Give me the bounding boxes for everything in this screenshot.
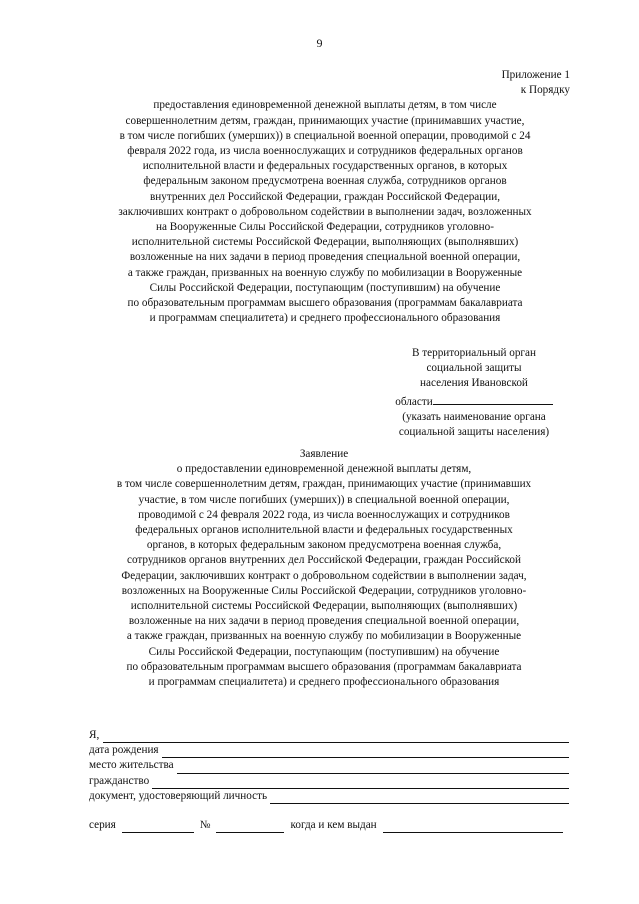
appendix-line: заключивших контракт о добровольном содействии в выполнении задач, возложенных <box>118 205 532 218</box>
statement-line: возложенные на них задачи в период проведения специальной военной операции, <box>128 615 520 628</box>
appendix-line: возложенные на них задачи в период проведения специальной военной операции, <box>129 251 521 264</box>
citizenship-label: гражданство <box>89 774 150 787</box>
appendix-line: февраля 2022 года, из числа военнослужащих и сотрудников федеральных органов <box>127 145 523 158</box>
appendix-header <box>80 68 570 326</box>
appendix-description <box>80 98 570 326</box>
applicant-name-row <box>89 728 569 743</box>
birth-date-row <box>89 743 569 758</box>
birth-date-field[interactable] <box>162 746 569 758</box>
applicant-form <box>89 728 569 833</box>
statement-line: органов, в которых федеральным законом предусмотрена военная служба, <box>146 539 502 552</box>
statement-line: и программам специалитета) и среднего профессионального образования <box>148 676 500 689</box>
statement-line: Федерации, заключивших контракт о добровольном содействии в выполнении задач, <box>121 569 527 582</box>
appendix-line: а также граждан, призванных на военную службу по мобилизации в Вооруженные <box>127 266 523 279</box>
appendix-line: федеральным законом предусмотрена военная служба, сотрудников органов <box>143 175 507 188</box>
series-field[interactable] <box>122 821 194 833</box>
statement-line: в том числе совершеннолетним детям, граждан, принимающих участие (принимавших <box>116 478 532 491</box>
organ-name-field[interactable] <box>433 392 553 405</box>
addressee-hint: (указать наименование органа <box>402 410 546 423</box>
appendix-line: совершеннолетним детям, граждан, принимающих участие (принимавших участие, <box>125 114 525 127</box>
addressee-line: социальной защиты <box>426 362 522 375</box>
statement-line: исполнительной системы Российской Федерации, выполняющих (выполнявших) <box>130 600 518 613</box>
citizenship-row <box>89 774 569 789</box>
addressee-region-label: области <box>395 395 433 408</box>
birth-date-label: дата рождения <box>89 744 159 757</box>
appendix-ref: к Порядку <box>520 84 570 97</box>
residence-row <box>89 758 569 773</box>
appendix-line: на Вооруженные Силы Российской Федерации, сотрудников уголовно- <box>156 221 494 234</box>
addressee-region-row <box>374 392 574 410</box>
appendix-line: исполнительной системы Российской Федерации, выполняющих (выполнявших) <box>131 236 519 249</box>
citizenship-field[interactable] <box>152 777 569 789</box>
appendix-line: и программам специалитета) и среднего профессионального образования <box>149 312 501 325</box>
appendix-line: внутренних дел Российской Федерации, граждан Российской Федерации, <box>149 190 501 203</box>
series-label: серия <box>89 818 116 831</box>
appendix-line: по образовательным программам высшего образования (программам бакалавриата <box>127 297 523 310</box>
id-document-label: документ, удостоверяющий личность <box>89 789 268 802</box>
statement-line: Силы Российской Федерации, поступающим (поступившим) на обучение <box>148 645 500 658</box>
statement-line: а также граждан, призванных на военную службу по мобилизации в Вооруженные <box>126 630 522 643</box>
addressee-block <box>374 346 574 440</box>
id-document-row <box>89 789 569 804</box>
addressee-line: В территориальный орган <box>412 347 536 359</box>
appendix-label: Приложение 1 <box>501 69 570 81</box>
page-number: 9 <box>316 36 323 50</box>
statement-line: сотрудников органов внутренних дел Российской Федерации, граждан Российской <box>126 554 522 567</box>
number-label: № <box>199 818 211 831</box>
statement-line: возложенных на Вооруженные Силы Российской Федерации, сотрудников уголовно- <box>121 584 527 597</box>
appendix-line: предоставления единовременной денежной выплаты детям, в том числе <box>153 99 497 112</box>
appendix-line: Силы Российской Федерации, поступающим (поступившим) на обучение <box>149 281 501 294</box>
issued-field[interactable] <box>383 821 563 833</box>
statement-line: федеральных органов исполнительной власти и федеральных государственных <box>135 524 513 537</box>
statement-line: проводимой с 24 февраля 2022 года, из числа военнослужащих и сотрудников <box>138 508 510 521</box>
statement-title: Заявление <box>299 448 349 460</box>
addressee-line: населения Ивановской <box>420 377 528 390</box>
applicant-name-label: Я, <box>89 728 100 741</box>
number-field[interactable] <box>216 821 284 833</box>
statement-line: о предоставлении единовременной денежной выплаты детям, <box>176 463 472 476</box>
appendix-line: исполнительной власти и федеральных государственных органов, в которых <box>142 160 508 173</box>
statement-block <box>74 447 574 690</box>
statement-line: участие, в том числе погибших (умерших)) в специальной военной операции, <box>138 493 510 506</box>
statement-line: по образовательным программам высшего образования (программам бакалавриата <box>126 660 522 673</box>
residence-label: место жительства <box>89 759 174 772</box>
addressee-hint: социальной защиты населения) <box>398 426 550 439</box>
applicant-name-field[interactable] <box>103 731 569 743</box>
issued-label: когда и кем выдан <box>290 818 377 831</box>
appendix-line: в том числе погибших (умерших)) в специальной военной операции, проводимой с 24 <box>119 129 531 142</box>
id-document-field[interactable] <box>270 792 569 804</box>
document-details-row <box>89 818 569 833</box>
residence-field[interactable] <box>177 762 569 774</box>
